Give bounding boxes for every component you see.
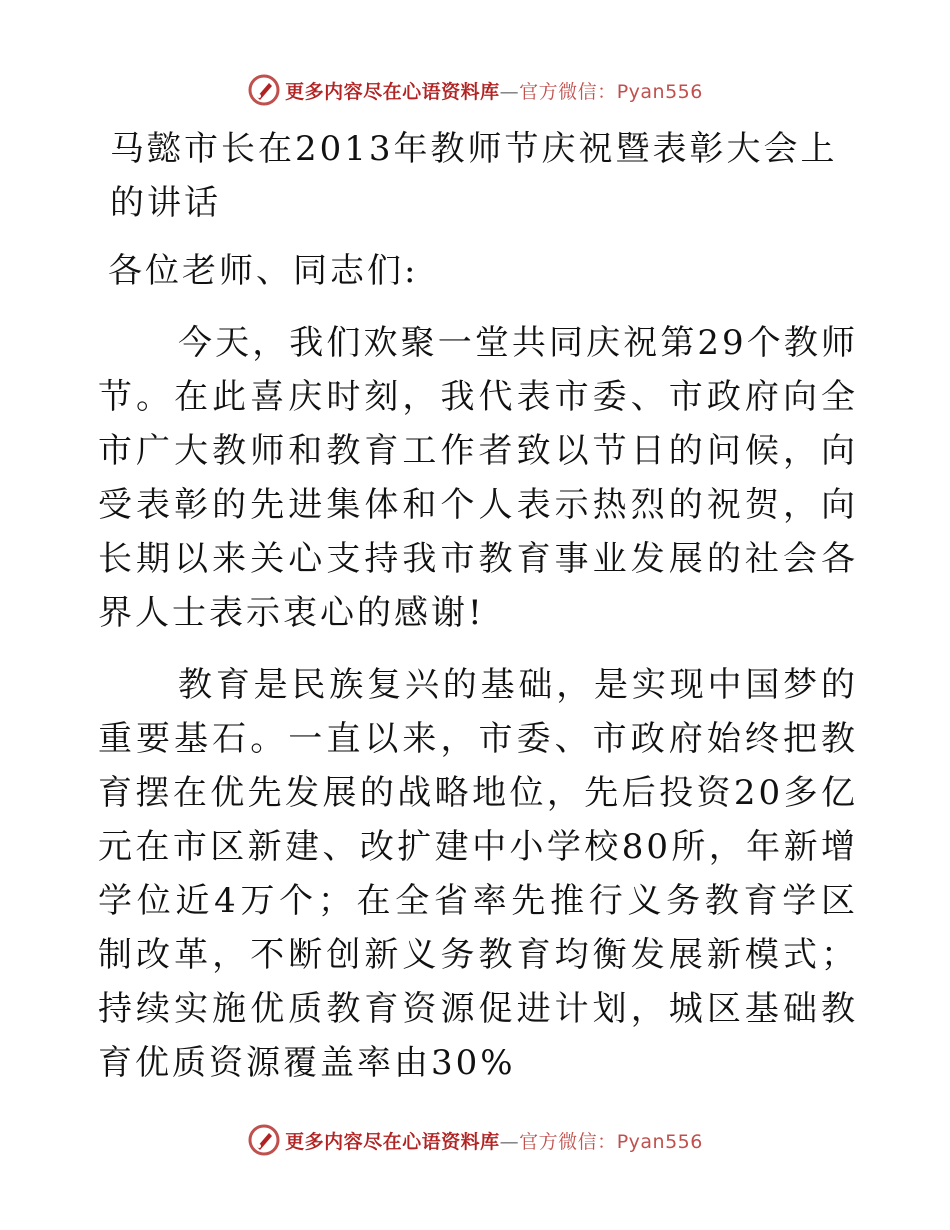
watermark-text — [285, 1127, 703, 1154]
footer-watermark — [0, 1120, 950, 1160]
pen-logo-icon — [247, 1123, 281, 1157]
document-title: 马懿市长在2013年教师节庆祝暨表彰大会上的讲话 — [110, 129, 838, 223]
document-body — [98, 122, 858, 1108]
paragraph: 今天，我们欢聚一堂共同庆祝第29个教师节。在此喜庆时刻，我代表市委、市政府向全市广大教师和教育工作者致以节日的问候，向受表彰的先进集体和个人表示热烈的祝贺，向长期以来关心支持我市教育事业发展的社会各界人士表示衷心的感谢! — [98, 323, 858, 633]
watermark-dash: — — [499, 80, 520, 103]
paragraph: 教育是民族复兴的基础，是实现中国梦的重要基石。一直以来，市委、市政府始终把教育摆在优先发展的战略地位，先后投资20多亿元在市区新建、改扩建中小学校80所，年新增学位近4万个；在全省率先推行义务教育学区制改革，不断创新义务教育均衡发展新模式；持续实施优质教育资源促进计划，城区基础教育优质资源覆盖率由30% — [98, 665, 858, 1083]
pen-logo-icon — [247, 73, 281, 107]
watermark-highlight: 更多内容尽在心语资料库 — [285, 1130, 500, 1153]
watermark-handle: Pyan556 — [616, 80, 703, 103]
watermark-label: 官方微信： — [519, 1130, 617, 1153]
watermark-text — [285, 77, 703, 104]
watermark-handle: Pyan556 — [616, 1130, 703, 1153]
watermark-dash: — — [499, 1130, 520, 1153]
salutation: 各位老师、同志们: — [108, 251, 419, 291]
header-watermark — [0, 70, 950, 110]
watermark-highlight: 更多内容尽在心语资料库 — [285, 80, 500, 103]
watermark-label: 官方微信： — [519, 80, 617, 103]
